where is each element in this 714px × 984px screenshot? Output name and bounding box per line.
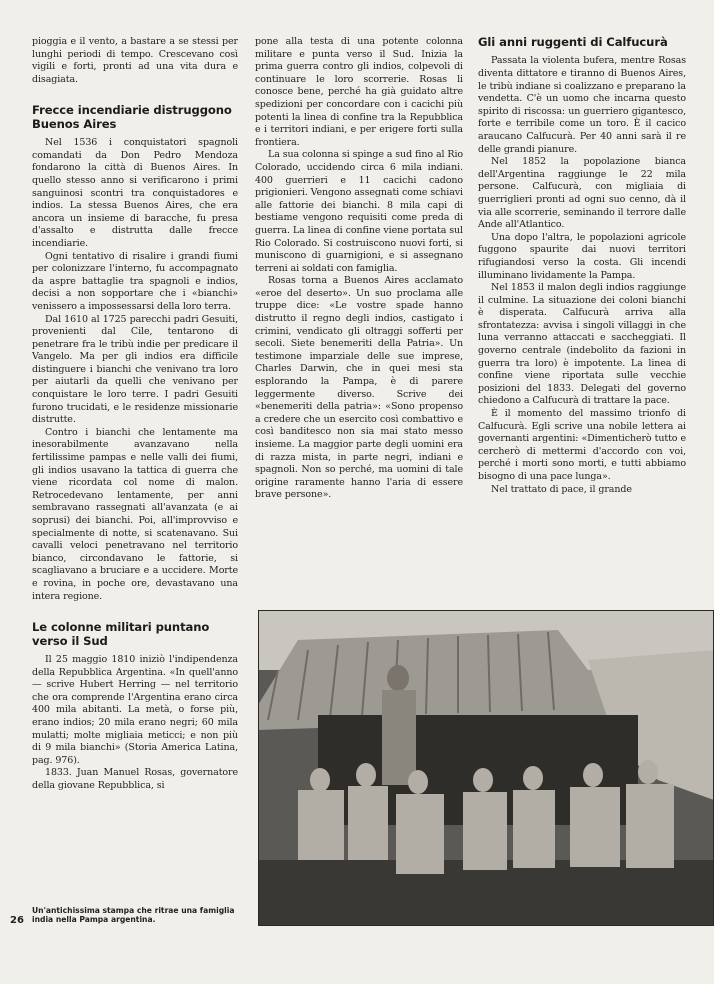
paragraph: Contro i bianchi che lentamente ma inesorabilmente avanzavano nella fertilissime pampas e nelle valli dei fiumi, gli indios usavano la tattica di guerra che viene ricordata col nome di malon. Retrocedevano lentamente, per anni sembravano rassegnati all'avanzata (e ai soprusi) dei bianchi. Poi, all'improvviso e specialmente di notte, si scatenavano. Sui cavalli veloci penetravano nel territorio bianco, circondavano le fattorie, si scagliavano a bruciare e a uccidere. Morte e rovina, in poche ore, devastavano una intera regione. bbox=[32, 426, 238, 602]
photo-illustration bbox=[258, 610, 714, 926]
historic-family-photo bbox=[258, 610, 714, 926]
paragraph: Nel trattato di pace, il grande bbox=[491, 483, 632, 495]
text-column-1 bbox=[32, 36, 238, 926]
paragraph: Nel 1536 i conquistatori spagnoli comandati da Don Pedro Mendoza fondarono la città di Buenos Aires. In quello stesso anno si verificarono i primi sanguinosi scontri tra conquistadores e indios. La stessa Buenos Aires, che era ancora un insieme di baracche, fu presa d'assalto e distrutta dalle frecce incendiarie. bbox=[32, 137, 238, 249]
paragraph: 1833. Juan Manuel Rosas, governatore della giovane Repubblica, si bbox=[32, 767, 238, 791]
text-column-2 bbox=[255, 36, 463, 596]
paragraph: Nel 1852 la popolazione bianca dell'Argentina raggiunge le 22 mila persone. Calfucurà, con migliaia di guerriglieri pronti ad ogni suo cenno, dà il via alle scorrerie, seminando il terrore dalle Ande all'Atlantico. bbox=[478, 156, 686, 231]
paragraph: Il 25 maggio 1810 iniziò l'indipendenza della Repubblica Argentina. «In quell'anno — scrive Hubert Herring — nel territorio che ora comprende l'Argentina erano circa 400 mila abitanti. La metà, o forse più, erano indios; 20 mila erano negri; 60 mila mulatti; molte migliaia meticci; e non più di 9 mila bianchi» (Storia America Latina, pag. 976). bbox=[32, 653, 238, 766]
paragraph: Una dopo l'altra, le popolazioni agricole fuggono spaurite dai nuovi territori rifugiandosi verso la costa. Gli incendi illuminano lividamente la Pampa. bbox=[478, 231, 686, 281]
section-heading-calfucura: Gli anni ruggenti di Calfucurà bbox=[478, 36, 668, 49]
section-heading-colonne: Le colonne militari puntano verso il Sud bbox=[32, 620, 210, 648]
paragraph: Nel 1853 il malon degli indios raggiunge il culmine. La situazione dei coloni bianchi è disperata. Calfucurà arriva alla sfrontatezza: avvisa i singoli villaggi in che luna verranno attaccati e saccheggiati. Il governo centrale (indebolito da fazioni in guerra tra loro) è impotente. La linea di confine viene riportata sulle vecchie posizioni del 1833. Delegati del governo chiedono a Calfucurà di trattare la pace. bbox=[478, 282, 686, 407]
text-column-3 bbox=[478, 36, 686, 596]
paragraph: Passata la violenta bufera, mentre Rosas diventa dittatore e tiranno di Buenos Aires, le tribù indiane si coalizzano e preparano la vendetta. C'è un uomo che incarna questo spirito di riscossa: un guerriero gigantesco, forte e terribile come un toro. È il cacico araucano Calfucurà. Per 40 anni sarà il re delle grandi pianure. bbox=[478, 55, 686, 155]
paragraph: Ogni tentativo di risalire i grandi fiumi per colonizzare l'interno, fu accompagnato da aspre battaglie tra spagnoli e indios, decisi a non sopportare che i «bianchi» venissero a impossessarsi della loro terra. bbox=[32, 250, 238, 312]
paragraph: La sua colonna si spinge a sud fino al Rio Colorado, uccidendo circa 6 mila indiani. 400 guerrieri e 11 cacichi cadono prigionieri. Vengono assegnati come schiavi alle fattorie dei bianchi. 8 mila capi di bestiame vengono requisiti come preda di guerra. La linea di confine viene portata sul Rio Colorado. Si costruiscono nuovi forti, si muniscono di guarnigioni, e si assegnano terreni ai soldati con famiglia. bbox=[255, 149, 463, 274]
section-heading-frecce: Frecce incendiarie distruggono Buenos Aires bbox=[32, 103, 232, 131]
paragraph: Dal 1610 al 1725 parecchi padri Gesuiti, provenienti dal Cile, tentarono di penetrare fra le tribù indie per predicare il Vangelo. Ma per gli indios era difficile distinguere i bianchi che venivano tra loro per aiutarli da quelli che venivano per conquistare le loro terre. I padri Gesuiti furono trucidati, e le residenze missionarie distrutte. bbox=[32, 313, 238, 426]
paragraph: pioggia e il vento, a bastare a se stessi per lunghi periodi di tempo. Crescevano così vigili e forti, pronti ad una vita dura e disagiata. bbox=[32, 36, 238, 85]
photo-caption: Un'antichissima stampa che ritrae una famiglia india nella Pampa argentina. bbox=[32, 906, 235, 925]
page-number: 26 bbox=[10, 915, 24, 926]
paragraph: Rosas torna a Buenos Aires acclamato «eroe del deserto». Un suo proclama alle truppe dice: «Le vostre spade hanno distrutto il regno degli indios, castigato i crimini, vendicato gli oltraggi sofferti per secoli. Siete benemeriti della Patria». Un testimone imparziale delle sue imprese, Charles Darwin, che in quei mesi sta esplorando la Pampa, è di parere leggermente diverso. Scrive dei «benemeriti della patria»: «Sono propenso a credere che un esercito così combattivo e così banditesco non sia mai stato messo insieme. La maggior parte degli uomini era di razza mista, in parte negri, indiani e spagnoli. Non so perché, ma uomini di tale origine raramente hanno l'aria di essere brave persone». bbox=[255, 275, 463, 501]
paragraph: È il momento del massimo trionfo di Calfucurà. Egli scrive una nobile lettera ai governanti argentini: «Dimenticherò tutto e cercherò di mettermi d'accordo con voi, perché i morti sono morti, e tutti abbiamo bisogno di una pace lunga». bbox=[478, 408, 686, 482]
paragraph: pone alla testa di una potente colonna militare e punta verso il Sud. Inizia la prima guerra contro gli indios, colpevoli di continuare le loro scorrerie. Rosas li conosce bene, perché ha già guidato altre spedizioni per concordare con i cacichi più potenti la linea di confine tra la Repubblica e i territori indiani, e per erigere forti sulla frontiera. bbox=[255, 36, 463, 148]
